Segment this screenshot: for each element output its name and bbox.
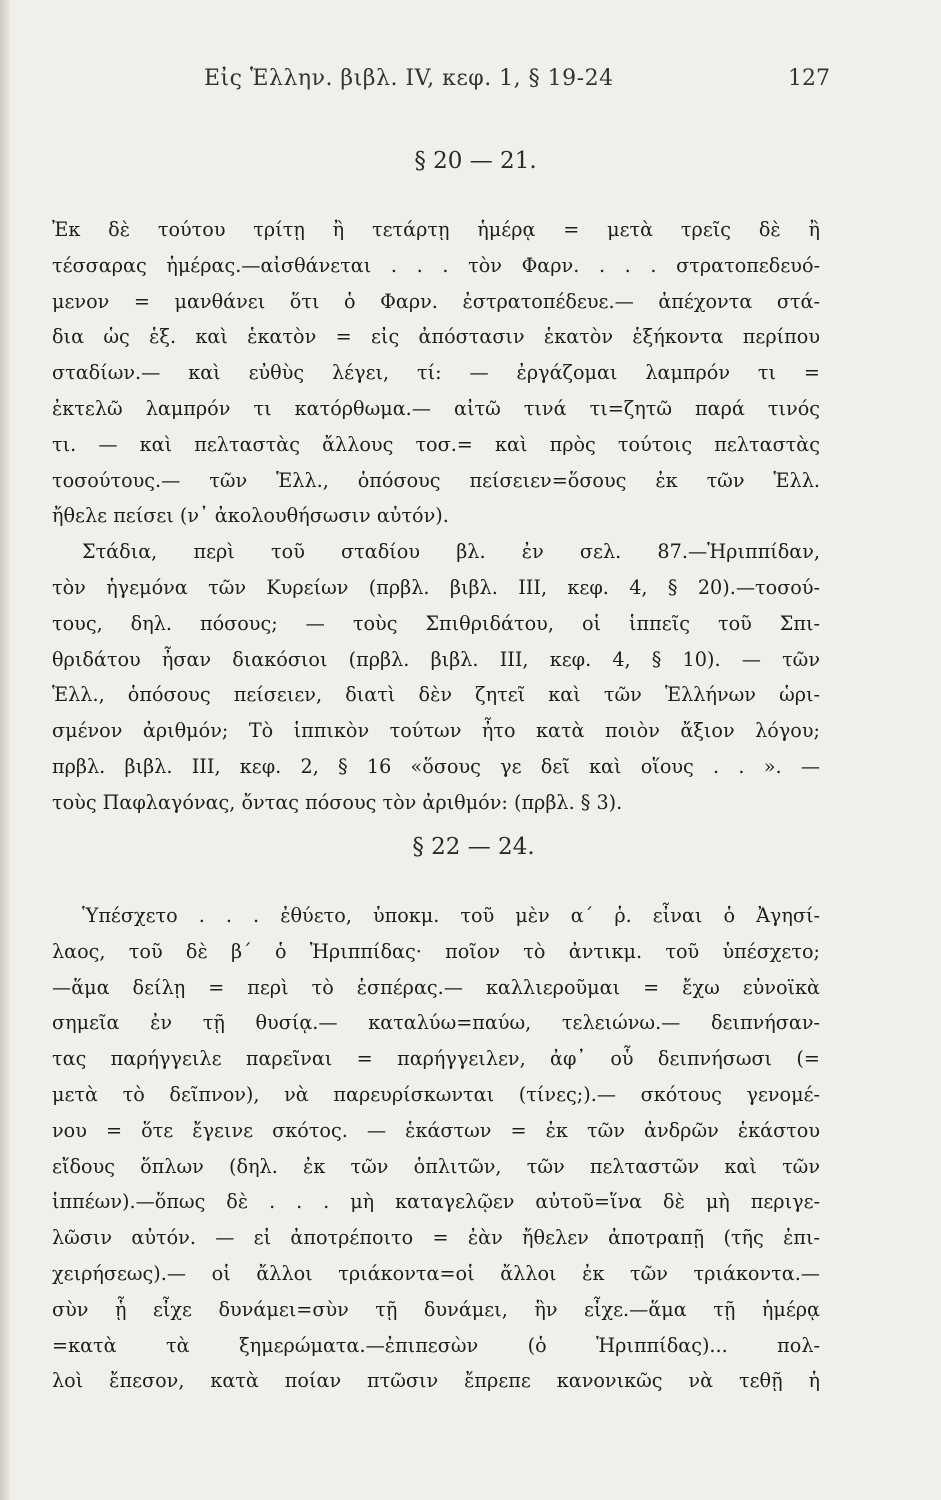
text-line: σταδίων.— καὶ εὐθὺς λέγει, τί: — ἐργάζομαι λαμπρόν τι =: [52, 361, 820, 385]
text-line: Ἑλλ., ὁπόσους πείσειεν, διατὶ δὲν ζητεῖ καὶ τῶν Ἑλλήνων ὡρι-: [52, 683, 820, 707]
text-line: σὺν ᾗ εἶχε δυνάμει=σὺν τῇ δυνάμει, ἣν εἶχε.—ἅμα τῇ ἡμέρᾳ: [52, 1297, 820, 1321]
text-line: τι. — καὶ πελταστὰς ἄλλους τοσ.= καὶ πρὸς τούτοις πελταστὰς: [52, 432, 820, 456]
text-line: μενον = μανθάνει ὅτι ὁ Φαρν. ἐστρατοπέδευε.— ἀπέχοντα στά-: [52, 289, 820, 313]
page-number: 127: [788, 66, 830, 91]
running-header: [0, 66, 941, 96]
text-line: τοσούτους.— τῶν Ἑλλ., ὁπόσους πείσειεν=ὅσους ἐκ τῶν Ἑλλ.: [52, 468, 820, 492]
text-line: σμένον ἀριθμόν; Τὸ ἱππικὸν τούτων ἦτο κατὰ ποιὸν ἄξιον λόγου;: [52, 719, 820, 743]
section-heading-22-24: § 22 — 24.: [412, 834, 535, 860]
running-header-title: Εἰς Ἑλλην. βιβλ. IV, κεφ. 1, § 19-24: [204, 66, 614, 91]
text-line: ἱππέων).—ὅπως δὲ . . . μὴ καταγελῷεν αὐτοῦ=ἵνα δὲ μὴ περιγε-: [52, 1190, 820, 1214]
text-line: —ἅμα δείλῃ = περὶ τὸ ἑσπέρας.— καλλιεροῦμαι = ἔχω εὐνοϊκὰ: [52, 975, 820, 999]
text-line: =κατὰ τὰ ξημερώματα.—ἐπιπεσὼν (ὁ Ἡριππίδας)... πολ-: [52, 1333, 820, 1357]
text-line: εἴδους ὅπλων (δηλ. ἐκ τῶν ὁπλιτῶν, τῶν πελταστῶν καὶ τῶν: [52, 1154, 820, 1178]
text-line: τας παρήγγειλε παρεῖναι = παρήγγειλεν, ἀφ᾽ οὗ δειπνήσωσι (=: [52, 1047, 820, 1071]
section-heading-20-21: § 20 — 21.: [414, 148, 537, 174]
text-line: τέσσαρας ἡμέρας.—αἰσθάνεται . . . τὸν Φαρν. . . . στρατοπεδευό-: [52, 253, 820, 277]
text-line: σημεῖα ἐν τῇ θυσίᾳ.— καταλύω=παύω, τελειώνω.— δειπνήσαν-: [52, 1011, 820, 1035]
text-line: Ὑπέσχετο . . . ἐθύετο, ὑποκμ. τοῦ μὲν α´ ῥ. εἶναι ὁ Ἀγησί-: [82, 904, 820, 927]
text-line: τοὺς Παφλαγόνας, ὄντας πόσους τὸν ἀριθμόν: (πρβλ. § 3).: [52, 790, 623, 814]
commentary-block-22-24: [52, 898, 820, 1399]
text-line: ἤθελε πείσει (ν᾽ ἀκολουθήσωσιν αὐτόν).: [52, 504, 449, 528]
text-line: τὸν ἡγεμόνα τῶν Κυρείων (πρβλ. βιβλ. III, κεφ. 4, § 20).—τοσού-: [52, 575, 820, 599]
text-line: λαος, τοῦ δὲ β´ ὁ Ἡριππίδας· ποῖον τὸ ἀντικμ. τοῦ ὑπέσχετο;: [52, 939, 820, 963]
text-line: δια ὡς ἑξ. καὶ ἑκατὸν = εἰς ἀπόστασιν ἑκατὸν ἑξήκοντα περίπου: [52, 325, 820, 349]
commentary-block-20-21: [52, 212, 820, 821]
text-line: χειρήσεως).— οἱ ἄλλοι τριάκοντα=οἱ ἄλλοι ἐκ τῶν τριάκοντα.—: [52, 1261, 820, 1285]
text-line: τους, δηλ. πόσους; — τοὺς Σπιθριδάτου, οἱ ἱππεῖς τοῦ Σπι-: [52, 611, 820, 635]
page-binding-edge: [0, 0, 10, 1500]
text-line: λοὶ ἔπεσον, κατὰ ποίαν πτῶσιν ἔπρεπε κανονικῶς νὰ τεθῇ ἡ: [52, 1369, 820, 1393]
text-line: ἐκτελῶ λαμπρόν τι κατόρθωμα.— αἰτῶ τινά τι=ζητῶ παρά τινός: [52, 396, 820, 420]
text-line: νου = ὅτε ἔγεινε σκότος. — ἑκάστων = ἐκ τῶν ἀνδρῶν ἑκάστου: [52, 1118, 820, 1142]
text-line: θριδάτου ἦσαν διακόσιοι (πρβλ. βιβλ. III, κεφ. 4, § 10). — τῶν: [52, 647, 820, 671]
text-line: Στάδια, περὶ τοῦ σταδίου βλ. ἐν σελ. 87.—Ἡριππίδαν,: [82, 540, 820, 564]
text-line: πρβλ. βιβλ. III, κεφ. 2, § 16 «ὅσους γε δεῖ καὶ οἵους . . ». —: [52, 754, 820, 778]
text-line: λῶσιν αὐτόν. — εἰ ἀποτρέποιτο = ἐὰν ἤθελεν ἀποτραπῇ (τῆς ἐπι-: [52, 1226, 820, 1250]
text-line: Ἐκ δὲ τούτου τρίτῃ ἢ τετάρτῃ ἡμέρᾳ = μετὰ τρεῖς δὲ ἢ: [52, 218, 820, 241]
text-line: μετὰ τὸ δεῖπνον), νὰ παρευρίσκωνται (τίνες;).— σκότους γενομέ-: [52, 1082, 820, 1106]
